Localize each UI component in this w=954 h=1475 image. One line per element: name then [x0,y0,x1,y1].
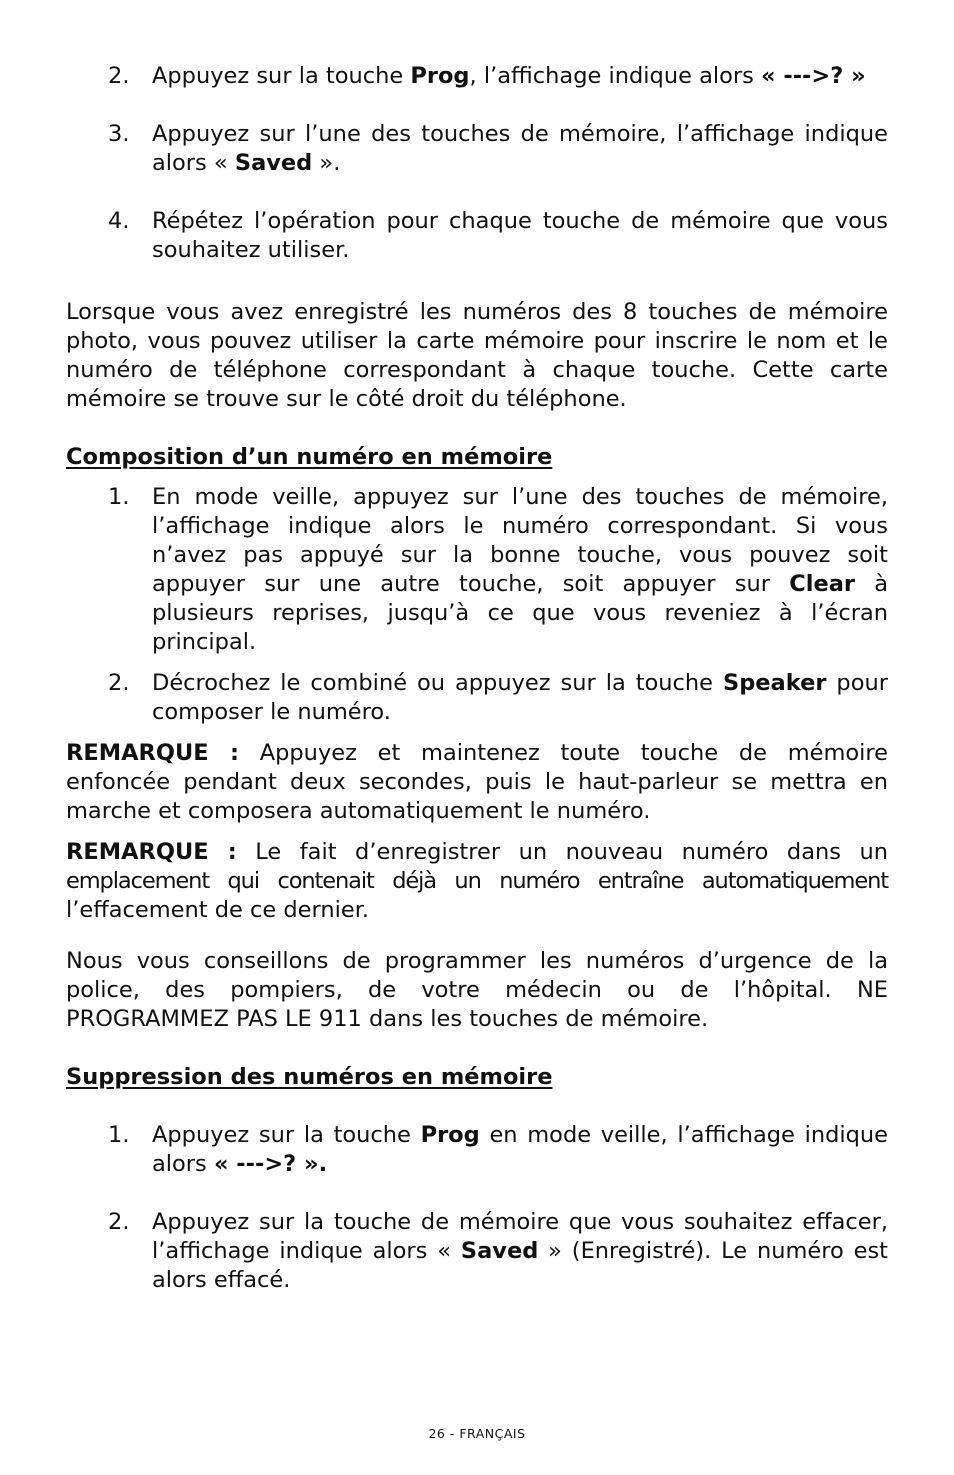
section-heading-delete: Suppression des numéros en mémoire [66,1064,553,1090]
note-overwrite: REMARQUE : Le fait d’enregistrer un nouveau numéro dans un emplacement qui contenait déjà un numéro entraîne automatiquement l’effacement de ce dernier. [66,839,888,923]
clear-key-label: Clear [789,571,855,597]
saved-label: Saved [460,1238,539,1264]
display-prompt: « --->? ». [213,1151,328,1177]
prog-key-label: Prog [410,63,470,89]
prog-key-label: Prog [420,1122,480,1148]
section-heading-dialing: Composition d’un numéro en mémoire [66,444,553,470]
paragraph-emergency: Nous vous conseillons de programmer les numéros d’urgence de la police, des pompiers, de votre médecin ou de l’hôpital. NE PROGRAMMEZ PAS LE 911 dans les touches de mémoire. [66,948,888,1032]
list-number: 3. [108,121,130,147]
display-prompt: « --->? » [761,63,866,89]
list-number: 2. [108,670,130,696]
list-number: 4. [108,208,130,234]
list-number: 1. [108,1122,130,1148]
list-item-delete-1: 1. Appuyez sur la touche Prog en mode veille, l’affichage indique alors « --->? ». [108,1122,888,1177]
manual-page [66,60,888,1295]
speaker-key-label: Speaker [722,670,827,696]
list-item-dial-2: 2. Décrochez le combiné ou appuyez sur la touche Speaker pour composer le numéro. [108,670,888,725]
page-footer: 26 - FRANÇAIS [428,1426,526,1441]
list-item-store-2: 2. Appuyez sur la touche Prog, l’affichage indique alors « --->? » [108,63,866,89]
list-number: 2. [108,63,130,89]
paragraph-memory-card: Lorsque vous avez enregistré les numéros des 8 touches de mémoire photo, vous pouvez utiliser la carte mémoire pour inscrire le nom et le numéro de téléphone correspondant à chaque touche. Cette carte mémoire se trouve sur le côté droit du téléphone. [66,299,888,412]
list-item-delete-2: 2. Appuyez sur la touche de mémoire que vous souhaitez effacer, l’affichage indique alors « Saved » (Enregistré). Le numéro est alors effacé. [108,1209,888,1293]
list-number: 2. [108,1209,130,1235]
list-item-store-4: 4. Répétez l’opération pour chaque touche de mémoire que vous souhaitez utiliser. [108,208,888,263]
saved-label: Saved [234,150,313,176]
list-item-dial-1: 1. En mode veille, appuyez sur l’une des touches de mémoire, l’affichage indique alors le numéro correspondant. Si vous n’avez pas appuyé sur la bonne touche, vous pouvez soit appuyer sur une autre touche, soit appuyer sur Clear à plusieurs reprises, jusqu’à ce que vous reveniez à l’écran principal. [108,484,889,655]
list-item-store-3: 3. Appuyez sur l’une des touches de mémoire, l’affichage indique alors « Saved ». [108,121,888,176]
note-hold-key: REMARQUE : Appuyez et maintenez toute touche de mémoire enfoncée pendant deux secondes, puis le haut-parleur se mettra en marche et composera automatiquement le numéro. [66,740,888,824]
list-number: 1. [108,484,130,510]
note-label: REMARQUE : [66,740,239,766]
note-label: REMARQUE : [66,839,237,865]
